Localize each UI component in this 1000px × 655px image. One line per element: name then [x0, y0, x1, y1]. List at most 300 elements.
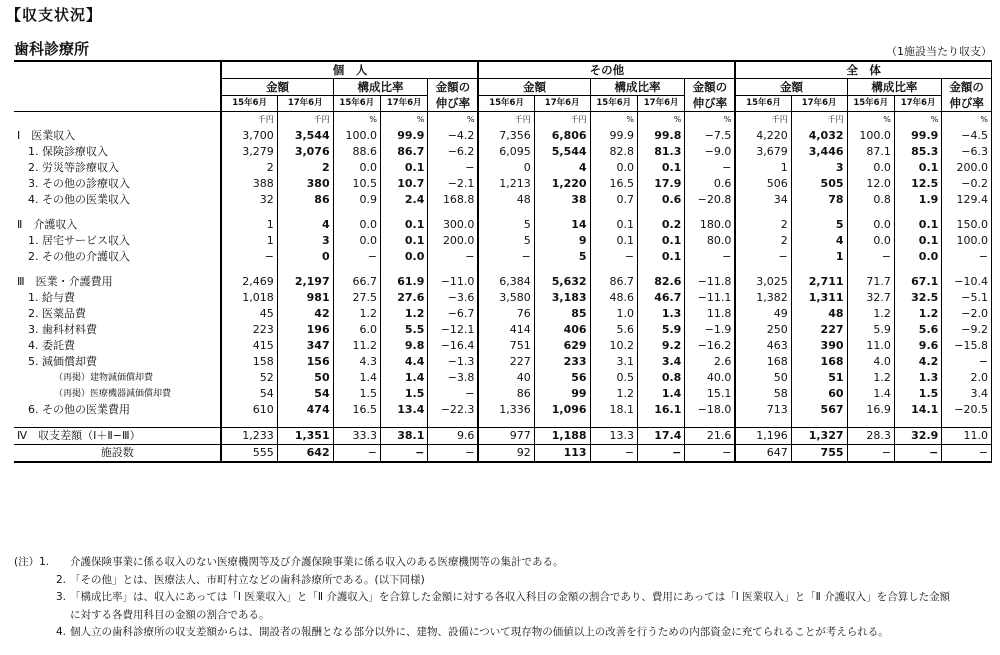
empty-cell	[333, 208, 380, 217]
empty-cell	[637, 265, 684, 274]
value-cell: 5,632	[534, 274, 590, 290]
footnote	[14, 589, 994, 607]
value-cell: 99.9	[590, 128, 637, 144]
unit-cell: %	[942, 112, 992, 129]
table-row	[14, 338, 992, 354]
value-cell: −	[847, 249, 894, 265]
empty-cell	[637, 208, 684, 217]
value-cell: 555	[221, 445, 277, 463]
empty-cell	[381, 418, 428, 428]
value-cell: 5	[478, 217, 534, 233]
value-cell: 5.6	[590, 322, 637, 338]
value-cell: −11.8	[685, 274, 736, 290]
period-header: 17年6月	[534, 96, 590, 112]
unit-cell: %	[685, 112, 736, 129]
empty-cell	[847, 418, 894, 428]
group-header-other: その他	[478, 61, 735, 79]
value-cell: 82.8	[590, 144, 637, 160]
value-cell: 0.0	[847, 217, 894, 233]
value-cell: 6,095	[478, 144, 534, 160]
value-cell: 388	[221, 176, 277, 192]
group-header-total: 全 体	[735, 61, 991, 79]
value-cell: 9.2	[637, 338, 684, 354]
unit-cell: %	[333, 112, 380, 129]
value-cell: −9.0	[685, 144, 736, 160]
value-cell: 48.6	[590, 290, 637, 306]
value-cell: 0.5	[590, 370, 637, 386]
footnote	[14, 607, 994, 625]
value-cell: 4.3	[333, 354, 380, 370]
value-cell: 13.3	[590, 428, 637, 445]
composition-header: 構成比率	[333, 79, 428, 96]
value-cell: 9.6	[894, 338, 941, 354]
empty-cell	[221, 265, 277, 274]
empty-cell	[791, 208, 847, 217]
unit-cell: %	[428, 112, 479, 129]
value-cell: −	[590, 249, 637, 265]
value-cell: 0.8	[847, 192, 894, 208]
value-cell: −	[428, 386, 479, 402]
value-cell: 17.4	[637, 428, 684, 445]
value-cell: −2.0	[942, 306, 992, 322]
value-cell: 33.3	[333, 428, 380, 445]
value-cell: 5	[478, 233, 534, 249]
value-cell: −4.5	[942, 128, 992, 144]
value-cell: 751	[478, 338, 534, 354]
value-cell: 1,188	[534, 428, 590, 445]
value-cell: 50	[735, 370, 791, 386]
footnote	[14, 554, 994, 572]
value-cell: 18.1	[590, 402, 637, 418]
value-cell: 2	[221, 160, 277, 176]
value-cell: −	[894, 445, 941, 463]
value-cell: 180.0	[685, 217, 736, 233]
unit-cell: %	[381, 112, 428, 129]
value-cell: 1,213	[478, 176, 534, 192]
empty-cell	[333, 418, 380, 428]
value-cell: −	[221, 249, 277, 265]
row-label	[14, 208, 221, 217]
value-cell: −	[735, 249, 791, 265]
value-cell: 1.9	[894, 192, 941, 208]
table-row	[14, 192, 992, 208]
amount-header: 金額	[735, 79, 847, 96]
value-cell: 42	[277, 306, 333, 322]
value-cell: −18.0	[685, 402, 736, 418]
value-cell: 49	[735, 306, 791, 322]
value-cell: 1,220	[534, 176, 590, 192]
value-cell: 76	[478, 306, 534, 322]
value-cell: 10.2	[590, 338, 637, 354]
value-cell: 32.9	[894, 428, 941, 445]
value-cell: 168.8	[428, 192, 479, 208]
unit-cell: %	[637, 112, 684, 129]
value-cell: 200.0	[942, 160, 992, 176]
value-cell: 0.0	[333, 217, 380, 233]
value-cell: −16.4	[428, 338, 479, 354]
amount-header: 金額	[478, 79, 590, 96]
value-cell: 1.0	[590, 306, 637, 322]
value-cell: −7.5	[685, 128, 736, 144]
value-cell: 5.5	[381, 322, 428, 338]
footnotes	[14, 554, 994, 642]
value-cell: 981	[277, 290, 333, 306]
value-cell: 2.6	[685, 354, 736, 370]
table-row	[14, 217, 992, 233]
table-row	[14, 290, 992, 306]
value-cell: 0.1	[381, 160, 428, 176]
value-cell: −	[478, 249, 534, 265]
value-cell: 10.5	[333, 176, 380, 192]
unit-cell: %	[590, 112, 637, 129]
footnote-number: 2.	[55, 573, 66, 586]
value-cell: 0.1	[637, 233, 684, 249]
value-cell: 0.1	[590, 233, 637, 249]
unit-note: （1施設当たり収支）	[886, 45, 992, 58]
value-cell: 34	[735, 192, 791, 208]
table-row	[14, 160, 992, 176]
value-cell: 4.4	[381, 354, 428, 370]
value-cell: 755	[791, 445, 847, 463]
value-cell: 16.1	[637, 402, 684, 418]
value-cell: 150.0	[942, 217, 992, 233]
empty-cell	[478, 418, 534, 428]
value-cell: 0.1	[590, 217, 637, 233]
value-cell: −	[637, 445, 684, 463]
value-cell: 0.0	[381, 249, 428, 265]
empty-cell	[894, 208, 941, 217]
row-label	[14, 418, 221, 428]
value-cell: 99	[534, 386, 590, 402]
value-cell: 4.2	[894, 354, 941, 370]
value-cell: 5.9	[847, 322, 894, 338]
table-row	[14, 128, 992, 144]
footnote-number: 3.	[55, 591, 66, 603]
table-row	[14, 445, 992, 463]
value-cell: 3,446	[791, 144, 847, 160]
empty-cell	[942, 418, 992, 428]
composition-header: 構成比率	[590, 79, 685, 96]
value-cell: 414	[478, 322, 534, 338]
value-cell: 61.9	[381, 274, 428, 290]
value-cell: −	[942, 445, 992, 463]
value-cell: 5.9	[637, 322, 684, 338]
row-label: 2. 医薬品費	[14, 306, 221, 322]
value-cell: −20.8	[685, 192, 736, 208]
value-cell: −3.6	[428, 290, 479, 306]
value-cell: −1.9	[685, 322, 736, 338]
value-cell: 1.5	[333, 386, 380, 402]
value-cell: −6.3	[942, 144, 992, 160]
value-cell: 380	[277, 176, 333, 192]
value-cell: 4,032	[791, 128, 847, 144]
value-cell: 1.4	[847, 386, 894, 402]
value-cell: 505	[791, 176, 847, 192]
empty-cell	[590, 265, 637, 274]
group-header-individual: 個 人	[221, 61, 478, 79]
period-header: 17年6月	[637, 96, 684, 112]
empty-cell	[221, 208, 277, 217]
empty-cell	[221, 418, 277, 428]
value-cell: 713	[735, 402, 791, 418]
value-cell: 227	[791, 322, 847, 338]
empty-cell	[942, 208, 992, 217]
empty-cell	[847, 208, 894, 217]
value-cell: 1,382	[735, 290, 791, 306]
value-cell: 7,356	[478, 128, 534, 144]
row-label: 2. その他の介護収入	[14, 249, 221, 265]
period-header: 17年6月	[277, 96, 333, 112]
income-expense-table	[14, 60, 992, 463]
value-cell: 38	[534, 192, 590, 208]
empty-cell	[685, 418, 736, 428]
value-cell: 3	[277, 233, 333, 249]
value-cell: −	[685, 160, 736, 176]
value-cell: 27.6	[381, 290, 428, 306]
table-row	[14, 233, 992, 249]
value-cell: 3,279	[221, 144, 277, 160]
value-cell: 14.1	[894, 402, 941, 418]
value-cell: 100.0	[333, 128, 380, 144]
period-header: 17年6月	[791, 96, 847, 112]
value-cell: 3,544	[277, 128, 333, 144]
value-cell: 92	[478, 445, 534, 463]
value-cell: 1	[221, 217, 277, 233]
value-cell: 506	[735, 176, 791, 192]
value-cell: 38.1	[381, 428, 428, 445]
value-cell: 3	[791, 160, 847, 176]
empty-cell	[534, 418, 590, 428]
value-cell: 32	[221, 192, 277, 208]
value-cell: 1.2	[847, 370, 894, 386]
value-cell: 196	[277, 322, 333, 338]
empty-cell	[428, 418, 479, 428]
value-cell: 0.0	[894, 249, 941, 265]
value-cell: 5	[791, 217, 847, 233]
empty-cell	[685, 208, 736, 217]
value-cell: 32.7	[847, 290, 894, 306]
footnote	[14, 572, 994, 590]
table-row	[14, 354, 992, 370]
value-cell: 168	[735, 354, 791, 370]
value-cell: 99.9	[381, 128, 428, 144]
row-label: （再掲）建物減価償却費	[14, 370, 221, 386]
value-cell: 86	[277, 192, 333, 208]
value-cell: 85	[534, 306, 590, 322]
value-cell: 1.3	[637, 306, 684, 322]
value-cell: 2.0	[942, 370, 992, 386]
unit-cell: 千円	[534, 112, 590, 129]
table-row	[14, 306, 992, 322]
value-cell: 610	[221, 402, 277, 418]
table-row	[14, 208, 992, 217]
table-row	[14, 144, 992, 160]
value-cell: 227	[478, 354, 534, 370]
value-cell: 11.0	[942, 428, 992, 445]
value-cell: 1.4	[381, 370, 428, 386]
value-cell: 2,197	[277, 274, 333, 290]
row-label: 4. その他の医業収入	[14, 192, 221, 208]
row-label: 3. その他の診療収入	[14, 176, 221, 192]
value-cell: 58	[735, 386, 791, 402]
row-label: 3. 歯科材料費	[14, 322, 221, 338]
empty-cell	[847, 265, 894, 274]
value-cell: −6.2	[428, 144, 479, 160]
value-cell: 390	[791, 338, 847, 354]
value-cell: 54	[277, 386, 333, 402]
value-cell: −6.7	[428, 306, 479, 322]
growth-header-bottom: 伸び率	[685, 96, 736, 112]
empty-cell	[277, 208, 333, 217]
value-cell: 1.5	[894, 386, 941, 402]
value-cell: −1.3	[428, 354, 479, 370]
value-cell: 0.8	[637, 370, 684, 386]
value-cell: 99.9	[894, 128, 941, 144]
label-column-header	[14, 61, 221, 112]
period-header: 17年6月	[381, 96, 428, 112]
value-cell: 3.1	[590, 354, 637, 370]
unit-cell: 千円	[277, 112, 333, 129]
value-cell: 0.0	[333, 160, 380, 176]
value-cell: 56	[534, 370, 590, 386]
growth-header-bottom: 伸び率	[428, 96, 479, 112]
table-row	[14, 112, 992, 129]
value-cell: 168	[791, 354, 847, 370]
value-cell: 52	[221, 370, 277, 386]
empty-cell	[735, 265, 791, 274]
value-cell: 16.5	[333, 402, 380, 418]
value-cell: 12.5	[894, 176, 941, 192]
empty-cell	[590, 418, 637, 428]
table-row	[14, 402, 992, 418]
value-cell: 0.0	[333, 233, 380, 249]
footnote-text: 個人立の歯科診療所の収支差額からは、開設者の報酬となる部分以外に、建物、設備について現存物の価値以上の改善を行うための内部資金に充てられることが考えられる。	[70, 626, 889, 638]
value-cell: 2,469	[221, 274, 277, 290]
value-cell: 5.6	[894, 322, 941, 338]
value-cell: −2.1	[428, 176, 479, 192]
value-cell: 1.4	[637, 386, 684, 402]
value-cell: 10.7	[381, 176, 428, 192]
value-cell: 50	[277, 370, 333, 386]
value-cell: 129.4	[942, 192, 992, 208]
value-cell: 81.3	[637, 144, 684, 160]
value-cell: 16.9	[847, 402, 894, 418]
value-cell: −	[590, 445, 637, 463]
value-cell: 156	[277, 354, 333, 370]
value-cell: 567	[791, 402, 847, 418]
value-cell: 415	[221, 338, 277, 354]
growth-header-top: 金額の	[942, 79, 992, 96]
value-cell: 27.5	[333, 290, 380, 306]
value-cell: 9	[534, 233, 590, 249]
value-cell: 88.6	[333, 144, 380, 160]
table-row	[14, 176, 992, 192]
value-cell: 85.3	[894, 144, 941, 160]
row-label: 施設数	[14, 445, 221, 463]
value-cell: 9.8	[381, 338, 428, 354]
row-label: （再掲）医療機器減価償却費	[14, 386, 221, 402]
value-cell: −11.1	[685, 290, 736, 306]
row-label: 5. 減価償却費	[14, 354, 221, 370]
value-cell: 1.2	[894, 306, 941, 322]
growth-header-top: 金額の	[685, 79, 736, 96]
table-row	[14, 418, 992, 428]
value-cell: 977	[478, 428, 534, 445]
value-cell: 1,351	[277, 428, 333, 445]
value-cell: 406	[534, 322, 590, 338]
value-cell: −	[381, 445, 428, 463]
value-cell: 250	[735, 322, 791, 338]
value-cell: 16.5	[590, 176, 637, 192]
footnote-text: 「その他」とは、医療法人、市町村立などの歯科診療所である。(以下同様)	[70, 573, 425, 586]
row-label: 4. 委託費	[14, 338, 221, 354]
value-cell: −15.8	[942, 338, 992, 354]
value-cell: −11.0	[428, 274, 479, 290]
value-cell: −	[333, 249, 380, 265]
value-cell: −5.1	[942, 290, 992, 306]
value-cell: 0.6	[685, 176, 736, 192]
value-cell: 463	[735, 338, 791, 354]
value-cell: 4	[791, 233, 847, 249]
value-cell: 86.7	[381, 144, 428, 160]
row-label: 1. 居宅サービス収入	[14, 233, 221, 249]
value-cell: 15.1	[685, 386, 736, 402]
value-cell: 2,711	[791, 274, 847, 290]
table-body	[14, 112, 992, 463]
value-cell: 1	[791, 249, 847, 265]
table-row	[14, 428, 992, 445]
table-row	[14, 386, 992, 402]
empty-cell	[735, 418, 791, 428]
value-cell: 1.4	[333, 370, 380, 386]
table-row	[14, 370, 992, 386]
value-cell: 60	[791, 386, 847, 402]
period-header: 15年6月	[478, 96, 534, 112]
value-cell: 2	[277, 160, 333, 176]
value-cell: 40	[478, 370, 534, 386]
value-cell: 3,580	[478, 290, 534, 306]
growth-header-top: 金額の	[428, 79, 479, 96]
period-header: 15年6月	[847, 96, 894, 112]
value-cell: 11.8	[685, 306, 736, 322]
value-cell: 99.8	[637, 128, 684, 144]
value-cell: 1,336	[478, 402, 534, 418]
empty-cell	[478, 265, 534, 274]
value-cell: 48	[791, 306, 847, 322]
value-cell: 1,096	[534, 402, 590, 418]
value-cell: 0.9	[333, 192, 380, 208]
value-cell: −	[685, 249, 736, 265]
value-cell: 28.3	[847, 428, 894, 445]
value-cell: 100.0	[847, 128, 894, 144]
value-cell: −12.1	[428, 322, 479, 338]
value-cell: 1.2	[847, 306, 894, 322]
row-label: 2. 労災等診療収入	[14, 160, 221, 176]
value-cell: 642	[277, 445, 333, 463]
value-cell: 100.0	[942, 233, 992, 249]
value-cell: 158	[221, 354, 277, 370]
value-cell: −4.2	[428, 128, 479, 144]
value-cell: 113	[534, 445, 590, 463]
empty-cell	[534, 265, 590, 274]
value-cell: −	[942, 249, 992, 265]
value-cell: 1.5	[381, 386, 428, 402]
value-cell: −	[333, 445, 380, 463]
period-header: 17年6月	[894, 96, 941, 112]
period-header: 15年6月	[221, 96, 277, 112]
row-label: 6. その他の医業費用	[14, 402, 221, 418]
unit-cell: 千円	[735, 112, 791, 129]
